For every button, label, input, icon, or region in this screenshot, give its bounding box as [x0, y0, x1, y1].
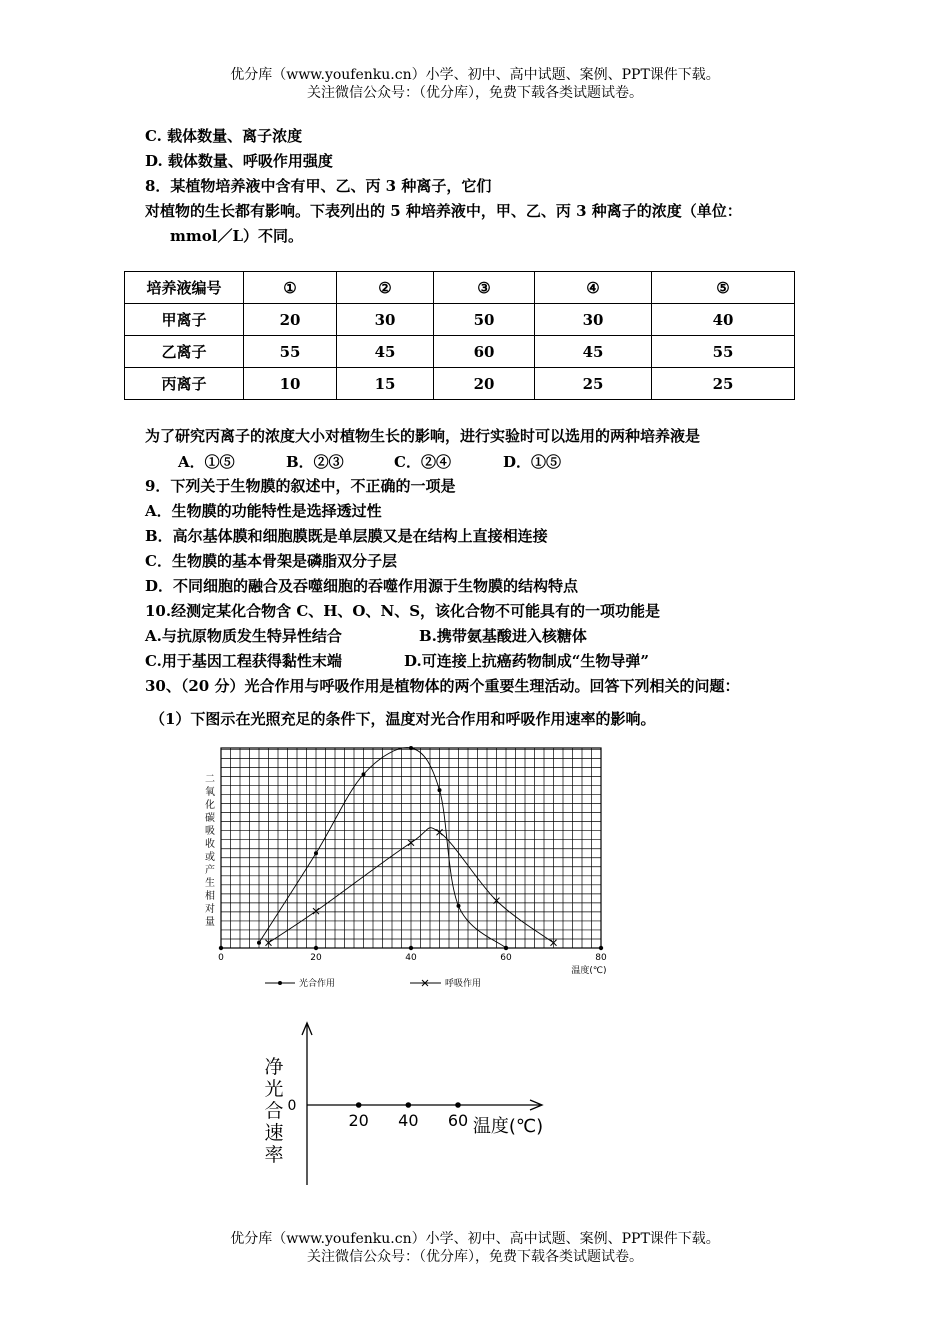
- data-point: [438, 788, 442, 792]
- table-cell: 25: [535, 368, 652, 400]
- header-line-1: 优分库（www.youfenku.cn）小学、初中、高中试题、案例、PPT课件下载。: [230, 67, 720, 83]
- data-point: [455, 1102, 461, 1108]
- x-tick-label: 40: [405, 953, 417, 963]
- table-cell: 30: [337, 304, 434, 336]
- table-header-cell: ①: [244, 272, 337, 304]
- x-tick-label: 80: [595, 953, 607, 963]
- question-8: 8．某植物培养液中含有甲、乙、丙 3 种离子，它们: [145, 177, 492, 195]
- table-cell: 15: [337, 368, 434, 400]
- header-line-2: 关注微信公众号：（优分库），免费下载各类试题试卷。: [307, 85, 643, 101]
- legend-label: 光合作用: [299, 979, 336, 989]
- table-row: [125, 368, 795, 400]
- x-tick-mark: [599, 946, 603, 950]
- y-axis-label: 化: [205, 800, 215, 811]
- table-cell: 45: [535, 336, 652, 368]
- footer-line-1: 优分库（www.youfenku.cn）小学、初中、高中试题、案例、PPT课件下载。: [230, 1231, 720, 1247]
- table-cell: 乙离子: [125, 336, 244, 368]
- x-tick-label: 60: [447, 1111, 469, 1130]
- q10-option-b: B.携带氨基酸进入核糖体: [419, 627, 587, 645]
- table-row: [125, 336, 795, 368]
- data-point: [257, 941, 261, 945]
- data-point: [314, 851, 318, 855]
- q9-option-b: B．高尔基体膜和细胞膜既是单层膜又是在结构上直接相连接: [145, 527, 548, 545]
- data-point: [504, 946, 508, 950]
- y-axis-label: 速: [264, 1122, 284, 1144]
- q9-option-d: D．不同细胞的融合及吞噬细胞的吞噬作用源于生物膜的结构特点: [145, 577, 579, 595]
- question-9: 9．下列关于生物膜的叙述中，不正确的一项是: [145, 477, 456, 495]
- table-header-cell: ⑤: [652, 272, 795, 304]
- y-axis-label: 相: [205, 891, 215, 902]
- x-axis-label: 温度(℃): [472, 1116, 544, 1137]
- legend-marker: [278, 981, 282, 985]
- question-30-part-1: （1）下图示在光照充足的条件下，温度对光合作用和呼吸作用速率的影响。: [150, 710, 656, 728]
- q9-option-a: A．生物膜的功能特性是选择透过性: [145, 502, 382, 520]
- x-tick-label: 60: [500, 953, 512, 963]
- question-30: 30、（20 分）光合作用与呼吸作用是植物体的两个重要生理活动。回答下列相关的问题：: [145, 677, 740, 695]
- q10-option-d: D.可连接上抗癌药物制成“生物导弹”: [404, 652, 649, 670]
- legend-label: 呼吸作用: [445, 979, 482, 989]
- y-axis-label: 或: [205, 852, 215, 863]
- y-axis-label: 吸: [205, 826, 215, 837]
- ion-concentration-table: [124, 271, 795, 400]
- table-cell: 45: [337, 336, 434, 368]
- table-row: [125, 304, 795, 336]
- data-point: [406, 1102, 412, 1108]
- table-header-cell: ④: [535, 272, 652, 304]
- x-tick-label: 20: [348, 1111, 369, 1130]
- q8-option-d: D．①⑤: [503, 453, 562, 471]
- question-8-line-2: 对植物的生长都有影响。下表列出的 5 种培养液中，甲、乙、丙 3 种离子的浓度（单位：: [145, 202, 742, 220]
- q8-option-b: B．②③: [286, 453, 344, 471]
- net-photosynthesis-chart: [250, 1015, 570, 1195]
- data-point: [409, 746, 413, 750]
- table-cell: 60: [434, 336, 535, 368]
- table-header-cell: ②: [337, 272, 434, 304]
- x-tick-label: 0: [218, 953, 224, 963]
- question-8-line-3: mmol／L）不同。: [170, 227, 303, 245]
- table-cell: 20: [244, 304, 337, 336]
- y-axis-label: 收: [205, 839, 215, 850]
- table-cell: 10: [244, 368, 337, 400]
- temperature-rate-chart: [195, 740, 625, 990]
- q10-option-a: A.与抗原物质发生特异性结合: [145, 627, 342, 645]
- table-cell: 甲离子: [125, 304, 244, 336]
- y-zero-label: 0: [287, 1098, 297, 1114]
- table-cell: 30: [535, 304, 652, 336]
- x-tick-mark: [314, 946, 318, 950]
- data-point: [362, 772, 366, 776]
- y-axis-label: 净: [264, 1056, 284, 1078]
- option-d-prev: D. 载体数量、呼吸作用强度: [145, 152, 333, 170]
- q8-option-c: C．②④: [394, 453, 451, 471]
- y-axis-label: 对: [205, 904, 215, 915]
- table-cell: 55: [652, 336, 795, 368]
- y-axis-label: 率: [264, 1144, 284, 1166]
- table-header-cell: 培养液编号: [125, 272, 244, 304]
- question-10: 10.经测定某化合物含 C、H、O、N、S，该化合物不可能具有的一项功能是: [145, 602, 661, 620]
- q8-option-a: A．①⑤: [178, 453, 235, 471]
- y-axis-label: 生: [205, 878, 215, 889]
- table-cell: 50: [434, 304, 535, 336]
- q10-option-c: C.用于基因工程获得黏性末端: [145, 652, 342, 670]
- y-axis-label: 氧: [205, 787, 215, 798]
- x-axis-label: 温度(℃): [571, 966, 607, 976]
- y-axis-label: 量: [205, 917, 215, 928]
- table-header-row: [125, 272, 795, 304]
- table-header-cell: ③: [434, 272, 535, 304]
- table-cell: 20: [434, 368, 535, 400]
- y-axis-label: 合: [264, 1100, 284, 1122]
- footer-line-2: 关注微信公众号：（优分库），免费下载各类试题试卷。: [307, 1249, 643, 1265]
- y-axis-label: 产: [205, 865, 215, 876]
- y-axis-label: 碳: [205, 813, 215, 824]
- data-point: [356, 1102, 362, 1108]
- data-point: [457, 904, 461, 908]
- table-cell: 25: [652, 368, 795, 400]
- table-cell: 55: [244, 336, 337, 368]
- question-8-prompt: 为了研究丙离子的浓度大小对植物生长的影响，进行实验时可以选用的两种培养液是: [145, 427, 701, 445]
- x-tick-mark: [409, 946, 413, 950]
- y-axis-label: 二: [205, 774, 215, 785]
- y-axis-label: 光: [264, 1078, 284, 1100]
- table-cell: 丙离子: [125, 368, 244, 400]
- x-tick-mark: [219, 946, 223, 950]
- table-cell: 40: [652, 304, 795, 336]
- x-tick-label: 20: [310, 953, 322, 963]
- q9-option-c: C．生物膜的基本骨架是磷脂双分子层: [145, 552, 397, 570]
- option-c-prev: C. 载体数量、离子浓度: [145, 127, 303, 145]
- x-tick-label: 40: [398, 1111, 419, 1130]
